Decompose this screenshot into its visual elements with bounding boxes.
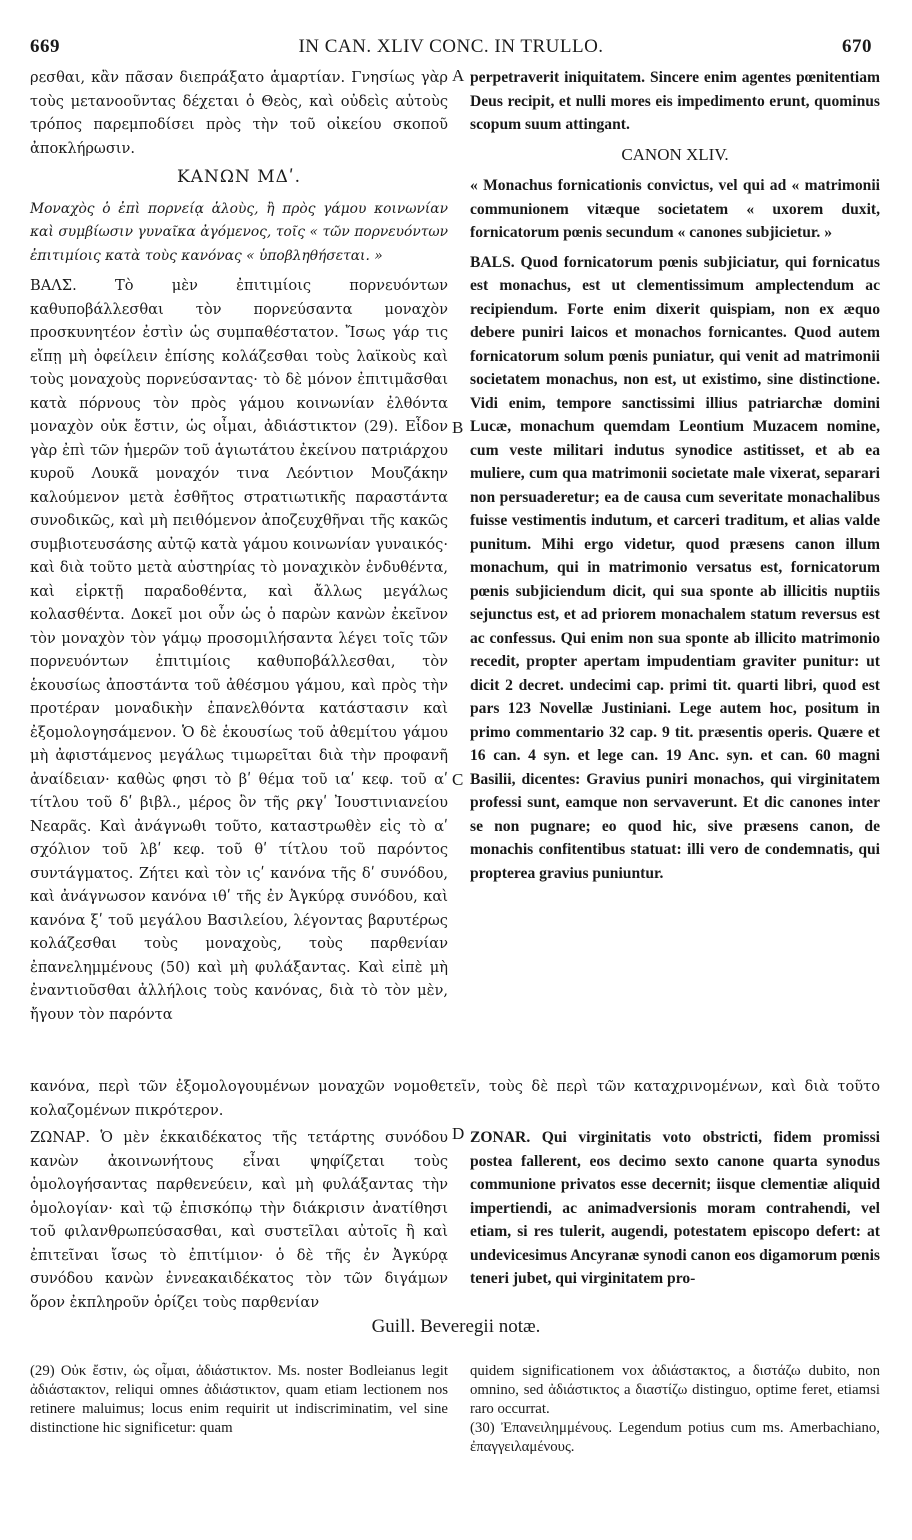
note-30: (30) Ἐπανειλημμένους. Legendum potius cum ms. Amerbachiano, ἐπαγγειλαμένους. (470, 1420, 880, 1455)
latin-zonaras-commentary: ZONAR. Qui virginitatis voto obstricti, fidem promissi postea fallerent, eos decimo sexto canone quarta synodus communione privatos esse decernit; iisque clementiæ aliquid impertiendi, ac animadversionis moram contrahendi, vel etiam, si res tulerit, augendi, potestatem episcopo defert: at undevicesimus Ancyranæ synodi canon eos digamorum pœnis teneri jubet, qui virginitatem pro- (470, 1129, 880, 1287)
latin-intro-paragraph: perpetraverit iniquitatem. Sincere enim agentes pœnitentiam Deus recipit, et nulli mores eis impedimento erunt, quominus scopum suum attingant. (470, 69, 880, 133)
latin-balsamon-commentary: BALS. Quod fornicatorum pœnis subjiciatur, qui fornicatus est monachus, est ut clementissimum amplectendum ac recipiendum. Forte enim dixerit quispiam, non ex æquo debere puniri laicos et monachos fornicantes. Quod autem fornicatorum solum pœnis puniatur, qui venit ad matrimonii societatem monachus, non est, ut existimo, sine distinctione. Vidi enim, tempore sanctissimi illius patriarchæ domini Lucæ, monachum quemdam Leontium Muzacem nomine, cum veste militari indutus synodice astitisset, et ab ea muliere, cum qua matrimonii societate male vixerat, separari non persuaderetur; ea de causa cum severitate monachalibus fuisse vestimentis indutum, et carceri traditum, et alias valde punitum. Mihi ergo videtur, quod præsens canon illum monachum, qui in matrimonio versatus est, fornicatorum pœnis subjiciendum dicit, qui sua sponte ab illicitis nuptiis sejunctus est, et ad priorem monachalem statum reversus est ac confessus. Qui enim non sua sponte ab illicito matrimonio recedit, propter apertam impudentiam graviter punitur: ut dicit 2 decret. undecimi cap. primi tit. quarti libri, quod est pars 123 Novellæ Justiniani. Lege autem hoc, positum in primo commentario 32 cap. 9 tit. præsentis operis. Quære et 16 can. 4 syn. et lege can. 19 Anc. syn. et can. 60 magni Basilii, dicentes: Gravius puniri monachos, qui virginitatem professi sunt, eamque non servaverunt. Et dic canones inter se non pugnare; eo quod hic, sive præsens canon, de monachis confitentibus statuat: illi vero de condemnatis, qui propterea gravius puniuntur. (470, 253, 880, 882)
note-29: (29) Οὐκ ἔστιν, ὡς οἶμαι, ἀδιάστικτον. Ms. noster Bodleianus legit ἀδιάστακτον, reliqui omnes ἀδιάστικτον, quam etiam lectionem nos retinere maluimus; locus enim requirit ut indiscriminatim, vel sine distinctione hic significetur: quam (30, 1363, 448, 1436)
latin-canon-text: « Monachus fornicationis convictus, vel qui ad « matrimonii communionem vitæque societatem « uxorem duxit, fornicatorum pœnis secundum « canones subjicietur. » (470, 177, 880, 241)
greek-canon-text: Μοναχὸς ὁ ἐπὶ πορνείᾳ ἁλοὺς, ἢ πρὸς γάμου κοινωνίαν καὶ συμβίωσιν γυναῖκα ἀγόμενος, τοῖς « τῶν πορνευόντων ἐπιτιμίοις κατὰ τοὺς κανόνας « ὑποβληθήσεται. » (30, 200, 448, 264)
greek-balsamon-commentary: ΒΑΛΣ. Τὸ μὲν ἐπιτιμίοις πορνευόντων καθυποβάλλεσθαι τὸν πορνεύσαντα μοναχὸν προσκυνητέον ἐστὶν ὡς συμπαθέστατον. Ἴσως γάρ τις εἴπῃ μὴ ὀφείλειν ἐπίσης κολάζεσθαι τοὺς λαϊκοὺς καὶ τοὺς μοναχοὺς πορνεύσαντας· τὸ δὲ μόνον ἐπιτιμᾶσθαι κατὰ πόρνους τὸν πρὸς γάμου κοινωνίαν ἐλθόντα μοναχὸν οὐκ ἔστιν, ὡς οἶμαι, ἀδιάστικτον (29). Εἶδον γὰρ ἐπὶ τῶν ἡμερῶν τοῦ ἁγιωτάτου ἐκείνου πατριάρχου κυροῦ Λουκᾶ μοναχόν τινα Λεόντιον Μουζάκην καλούμενον μετὰ ἐσθῆτος στρατιωτικῆς παραστάντα συνοδικῶς, καὶ μὴ πειθόμενον ἀποζευχθῆναι τῆς κακῶς συμβιοτευσάσης αὐτῷ κατὰ γάμου κοινωνίαν γυναικός· καὶ διὰ τοῦτο μετὰ αὐστηρίας τὸ μοναχικὸν ἐνδυθέντα, καὶ εἱρκτῇ παραδοθέντα, καὶ ἄλλως μεγάλως κολασθέντα. Δοκεῖ μοι οὖν ὡς ὁ παρὼν κανὼν ἐκεῖνον τὸν μοναχὸν τὸν γάμῳ προσομιλήσαντα λέγει τοῖς τῶν πορνευόντων ἐπιτιμίοις καθυποβάλλεσθαι, τὸν ἑκουσίως ἀποστάντα τοῦ ἀθέσμου γάμου, καὶ πρὸς τὴν προτέραν μοναδικὴν ἐπανελθόντα κατάστασιν καὶ ἐξομολογησάμενον. Ὁ δὲ ἑκουσίως τοῦ ἀθεμίτου γάμου μὴ ἀφιστάμενος μεγάλως τιμωρεῖται διὰ τὴν προφανῆ ἀναίδειαν· καθὼς φησι τὸ βʹ θέμα τοῦ ιαʹ κεφ. τοῦ αʹ τίτλου τοῦ δʹ βιβλ., μέρος ὂν τῆς ρκγʹ Ἰουστινιανείου Νεαρᾶς. Καὶ ἀνάγνωθι τοῦτο, καταστρωθὲν εἰς τὸ αʹ σχόλιον τοῦ λβʹ κεφ. τοῦ θʹ τίτλου τοῦ παρόντος συντάγματος. Ζήτει καὶ τὸν ιςʹ κανόνα τῆς δʹ συνόδου, καὶ ἀνάγνωσον κανόνα ιθʹ τῆς ἐν Ἀγκύρᾳ συνόδου, καὶ κανόνα ξʹ τοῦ μεγάλου Βασιλείου, λέγοντας βαρυτέρως κολάζεσθαι τοὺς μοναχοὺς, τοὺς παρθενίαν ἐπανελημμένους (50) καὶ μὴ φυλάξαντας. Καὶ εἰπὲ μὴ ἐναντιοῦσθαι ἀλλήλοις τοὺς κανόνας, διὰ τὸ τὸν μὲν, ἤγουν τὸν παρόντα (30, 277, 448, 1023)
greek-intro-paragraph: ρεσθαι, κἂν πᾶσαν διεπράξατο ἁμαρτίαν. Γνησίως γὰρ τοὺς μετανοοῦντας δέχεται ὁ Θεὸς, καὶ οὐδεὶς αὐτοὺς τρόπος παρεμποδίσει πρὸς τὴν τοῦ οἰκείου σκοποῦ ἀποκλήρωσιν. (30, 69, 448, 157)
latin-zonaras-column (470, 1126, 880, 1291)
greek-balsamon-continuation: κανόνα, περὶ τῶν ἐξομολογουμένων μοναχῶν νομοθετεῖν, τοὺς δὲ περὶ τῶν καταχρινομένων, καὶ διὰ τοῦτο κολαζομένων πικρότερον. (30, 1078, 880, 1119)
note-29-continuation: quidem significationem vox ἀδιάστακτος, a διστάζω dubito, non omnino, sed ἀδιάστικτος a διαστίζω distinguo, optime feret, etiamsi raro occurrat. (470, 1363, 880, 1417)
left-page-number: 669 (30, 36, 60, 57)
running-header (30, 36, 872, 62)
notes-title: Guill. Beveregii notæ. (371, 1316, 541, 1337)
running-title: IN CAN. XLIV CONC. IN TRULLO. (298, 36, 604, 57)
latin-canon-title: CANON XLIV. (621, 144, 729, 164)
greek-continuation-fullwidth (30, 1075, 880, 1122)
greek-zonaras-column (30, 1126, 448, 1314)
margin-letter-a: A (452, 66, 465, 85)
right-page-number: 670 (842, 36, 872, 57)
notes-right-column (470, 1362, 880, 1457)
latin-column (470, 66, 880, 885)
notes-left-column (30, 1362, 448, 1438)
greek-zonaras-commentary: ΖΩΝΑΡ. Ὁ μὲν ἑκκαιδέκατος τῆς τετάρτης συνόδου κανὼν ἀκοινωνήτους εἶναι ψηφίζεται τοὺς ὁμολογήσαντας παρθενεύειν, καὶ μὴ φυλάξαντας τὴν ὁμολογίαν· καὶ τῷ ἐπισκόπῳ τὴν διάκρισιν ἀνατίθησι τοῦ φιλανθρωπεύσασθαι, καὶ συστεῖλαι αὐτοῖς ἢ καὶ ἐπιτεῖναι ἴσως τὸ ἐπιτίμιον· ὁ δὲ τῆς ἐν Ἀγκύρᾳ συνόδου κανὼν ἐννεακαιδέκατος τὸν τῶν διγάμων ὅρον ἐκπληροῦν ὁρίζει τοὺς παρθενίαν (30, 1129, 448, 1311)
margin-letter-d: D (452, 1124, 465, 1143)
margin-letter-b: B (452, 418, 464, 437)
greek-canon-title: ΚΑΝΩΝ ΜΔʹ. (176, 167, 302, 187)
greek-column (30, 66, 448, 1026)
margin-letter-c: C (452, 770, 464, 789)
